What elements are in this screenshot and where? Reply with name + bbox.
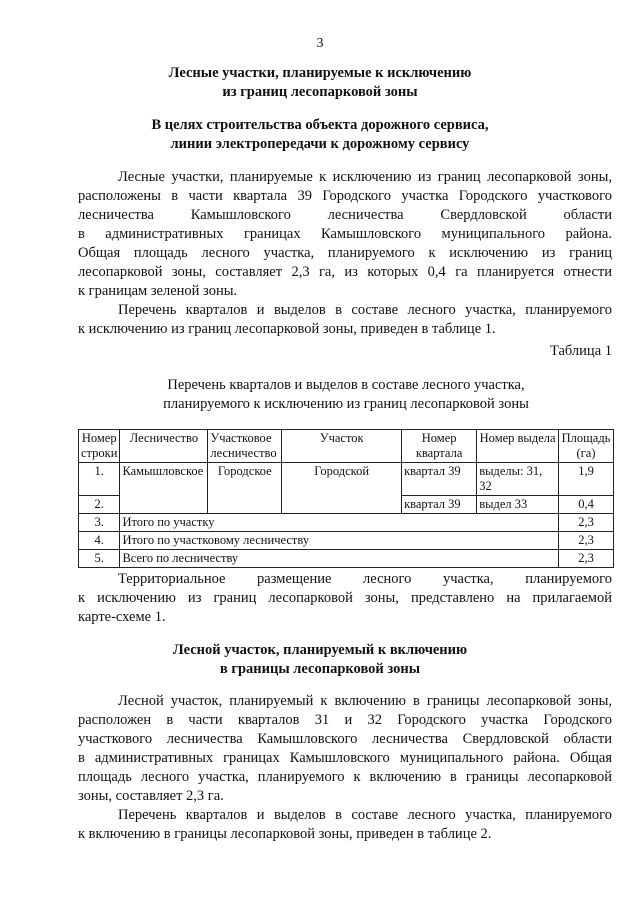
text-line: площадь лесного участка, планируемого к включению в границы лесопарковой (78, 769, 612, 785)
text-line: Перечень кварталов и выделов в составе лесного участка, планируемого (118, 302, 612, 318)
section2-paragraph1 (78, 692, 612, 806)
cell-total-label: Итого по участковому лесничеству (120, 532, 559, 550)
section1-subtitle-line1: В целях строительства объекта дорожного сервиса, (151, 117, 489, 133)
text-line: к исключению из границ лесопарковой зоны, приведен в таблице 1. (78, 321, 496, 337)
cell-total-label: Всего по лесничеству (120, 550, 559, 568)
text-line: к исключению из границ лесопарковой зоны, представлено на прилагаемой (78, 590, 612, 606)
section1-title (40, 64, 600, 102)
header-site: Участок (282, 430, 402, 463)
page-number: 3 (316, 36, 324, 51)
text-line: в административных границах Камышловского муниципального района. (78, 226, 612, 242)
text-line: участкового лесничества Камышловского лесничества Свердловской области (78, 731, 612, 747)
section1-subtitle (40, 116, 600, 154)
section2-paragraph2 (78, 806, 612, 844)
cell-area: 2,3 (559, 550, 614, 568)
cell-row-no: 3. (79, 514, 120, 532)
cell-allotment: выделы: 31, 32 (477, 463, 559, 496)
cell-row-no: 2. (79, 496, 120, 514)
table1-caption-line1: Перечень кварталов и выделов в составе лесного участка, (167, 377, 525, 393)
section1-paragraph2 (78, 301, 612, 339)
section1-paragraph1 (78, 168, 612, 301)
cell-area: 2,3 (559, 514, 614, 532)
text-line: расположен в части кварталов 31 и 32 Городского участка Городского (78, 712, 612, 728)
header-quarter: Номер квартала (402, 430, 477, 463)
section2-title-line1: Лесной участок, планируемый к включению (172, 642, 468, 658)
table1-caption (40, 376, 640, 414)
cell-forestry: Камышловское (120, 463, 208, 514)
text-line: лесопарковой зоны, составляет 2,3 га, из которых 0,4 га планируется отнести (78, 264, 612, 280)
table1-caption-line2: планируемого к исключению из границ лесопарковой зоны (163, 396, 529, 412)
header-forestry: Лесничество (120, 430, 208, 463)
section1-title-line2: из границ лесопарковой зоны (222, 84, 418, 100)
table-total-row (79, 514, 614, 532)
table-header-row (79, 430, 614, 463)
cell-row-no: 5. (79, 550, 120, 568)
cell-allotment: выдел 33 (477, 496, 559, 514)
header-area: Площадь (га) (559, 430, 614, 463)
placement-paragraph (78, 570, 612, 627)
header-allotment: Номер выдела (477, 430, 559, 463)
cell-row-no: 1. (79, 463, 120, 496)
table-row (79, 463, 614, 496)
cell-area: 2,3 (559, 532, 614, 550)
text-line: Лесные участки, планируемые к исключению из границ лесопарковой зоны, (118, 169, 612, 185)
table-total-row (79, 532, 614, 550)
cell-area: 1,9 (559, 463, 614, 496)
text-line: лесничества Камышловского лесничества Свердловской области (78, 207, 612, 223)
cell-area: 0,4 (559, 496, 614, 514)
text-line: Перечень кварталов и выделов в составе лесного участка, планируемого (118, 807, 612, 823)
section1-title-line1: Лесные участки, планируемые к исключению (168, 65, 472, 81)
table1 (78, 429, 614, 568)
section1-subtitle-line2: линии электропередачи к дорожному сервису (170, 136, 470, 152)
text-line: зоны, составляет 2,3 га. (78, 788, 224, 804)
cell-total-label: Итого по участку (120, 514, 559, 532)
section2-title (40, 641, 600, 679)
cell-row-no: 4. (79, 532, 120, 550)
cell-site: Городской (282, 463, 402, 514)
table1-label: Таблица 1 (549, 343, 612, 359)
text-line: Общая площадь лесного участка, планируемого к исключению из границ (78, 245, 612, 261)
header-district-forestry: Участковое лесничество (208, 430, 282, 463)
cell-quarter: квартал 39 (402, 496, 477, 514)
section2-title-line2: в границы лесопарковой зоны (219, 661, 421, 677)
text-line: Лесной участок, планируемый к включению в границы лесопарковой зоны, (118, 693, 612, 709)
cell-quarter: квартал 39 (402, 463, 477, 496)
text-line: карте-схеме 1. (78, 609, 166, 625)
text-line: к включению в границы лесопарковой зоны, приведен в таблице 2. (78, 826, 492, 842)
cell-district-forestry: Городское (208, 463, 282, 514)
text-line: расположены в части квартала 39 Городского участка Городского участкового (78, 188, 612, 204)
header-row-no: Номер строки (79, 430, 120, 463)
table-total-row (79, 550, 614, 568)
text-line: Территориальное размещение лесного участка, планируемого (118, 571, 612, 587)
text-line: к границам зеленой зоны. (78, 283, 238, 299)
text-line: в административных границах Камышловского муниципального района. Общая (78, 750, 612, 766)
